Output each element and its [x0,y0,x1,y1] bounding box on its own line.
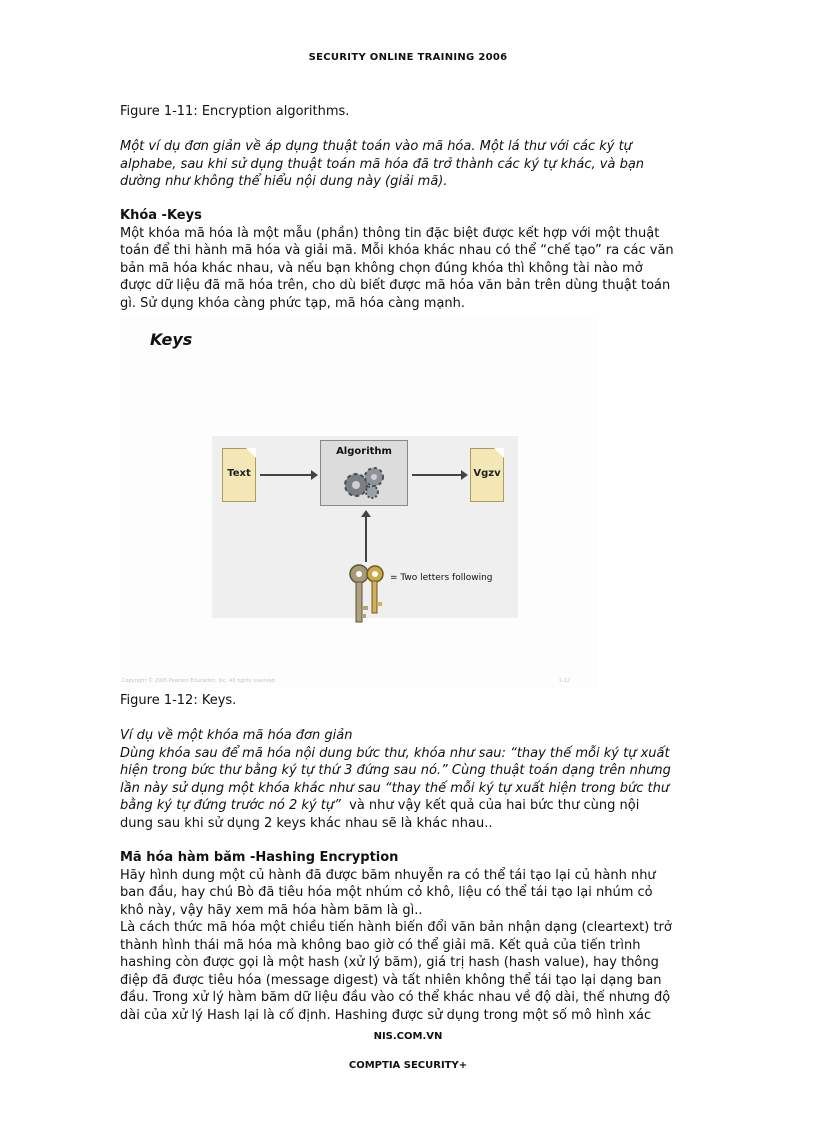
text-line: điệp đã được tiêu hóa (message digest) và tất nhiên không thể tái tạo lại dạng ban [120,972,662,988]
keys-section [120,207,700,312]
figure-number: 1-12 [558,678,570,684]
text-line: Là cách thức mã hóa một chiều tiến hành biến đổi văn bản nhận dạng (cleartext) trở [120,920,672,935]
key-caption: = Two letters following [390,573,493,583]
figure-caption-1: Figure 1-11: Encryption algorithms. [120,104,350,119]
normal-fragment: và như vậy kết quả của hai bức thư cùng nội [340,798,640,813]
text-line: hiện trong bức thư bằng ký tự thứ 3 đứng sau nó.” Cùng thuật toán dạng trên nhưng [120,763,671,778]
ciphertext-document-icon [470,448,504,502]
figure-copyright: Copyright © 2005 Pearson Education, Inc. All rights reserved. [122,678,277,684]
hashing-heading: Mã hóa hàm băm -Hashing Encryption [120,850,399,865]
footer-site: NIS.COM.VN [373,1031,443,1042]
input-label: Text [227,468,251,479]
output-label: Vgzv [473,468,501,479]
text-line: Dùng khóa sau để mã hóa nội dung bức thư, khóa như sau: “thay thế mỗi ký tự xuất [120,745,670,761]
gears-icon [334,461,394,501]
intro-example-paragraph [120,138,700,191]
italic-fragment: bằng ký tự đứng trước nó 2 ký tự” [120,798,341,813]
key-icon [342,562,392,626]
text-line: được dữ liệu đã mã hóa trên, cho dù biết được mã hóa văn bản trên dùng thuật toán [120,278,671,293]
keys-heading: Khóa -Keys [120,208,202,223]
text-line: đầu. Trong xử lý hàm băm dữ liệu đầu vào có thể khác nhau về độ dài, thế nhưng độ [120,990,671,1005]
page-header: SECURITY ONLINE TRAINING 2006 [308,52,508,63]
text-line: bản mã hóa khác nhau, và nếu bạn không chọn đúng khóa thì không tài nào mở [120,260,643,276]
algorithm-label: Algorithm [336,446,392,457]
text-line: toán để thi hành mã hóa và giải mã. Mỗi khóa khác nhau có thể “chế tạo” ra các văn [120,243,674,258]
key-example-title: Ví dụ về một khóa mã hóa đơn giản [120,728,353,743]
text-line: Một khóa mã hóa là một mẫu (phần) thông tin đặc biệt được kết hợp với một thuật [120,225,660,241]
key-example-paragraph [120,727,700,832]
text-line: dung sau khi sử dụng 2 keys khác nhau sẽ là khác nhau.. [120,815,493,831]
plaintext-document-icon [222,448,256,502]
arrow-up-icon [365,516,367,562]
arrow-right-icon [260,474,312,476]
text-line: gì. Sử dụng khóa càng phức tạp, mã hóa càng mạnh. [120,295,466,311]
hashing-section [120,849,700,1024]
text-line: alphabe, sau khi sử dụng thuật toán mã hóa đã trở thành các ký tự khác, và bạn [120,156,645,172]
text-line: ban đầu, hay chú Bò đã tiêu hóa một nhúm cỏ khô, liệu có thể tái tạo lại nhúm cỏ [120,885,653,900]
text-line: Một ví dụ đơn giản về áp dụng thuật toán vào mã hóa. Một lá thư với các ký tự [120,139,632,154]
text-line: khô này, vậy hãy xem mã hóa hàm băm là gì.. [120,902,423,918]
text-line: thành hình thái mã hóa mà không bao giờ có thể giải mã. Kết quả của tiến trình [120,937,641,953]
text-line: dài của xử lý Hash lại là cố định. Hashing được sử dụng trong một số mô hình xác [120,1007,652,1023]
text-line: hashing còn được gọi là một hash (xử lý băm), giá trị hash (hash value), hay thông [120,955,659,970]
keys-figure [120,318,598,688]
figure-caption-2: Figure 1-12: Keys. [120,693,237,708]
figure-title: Keys [150,330,193,349]
text-line: lần này sử dụng một khóa khác như sau “thay thế mỗi ký tự xuất hiện trong bức thư [120,780,670,796]
text-line [120,797,700,815]
footer-course: COMPTIA SECURITY+ [348,1060,468,1071]
arrow-right-icon [412,474,462,476]
text-line: Hãy hình dung một củ hành đã được băm nhuyễn ra có thể tái tạo lại củ hành như [120,867,656,883]
algorithm-box [320,440,408,506]
text-line: dường như không thể hiểu nội dung này (giải mã). [120,174,448,189]
